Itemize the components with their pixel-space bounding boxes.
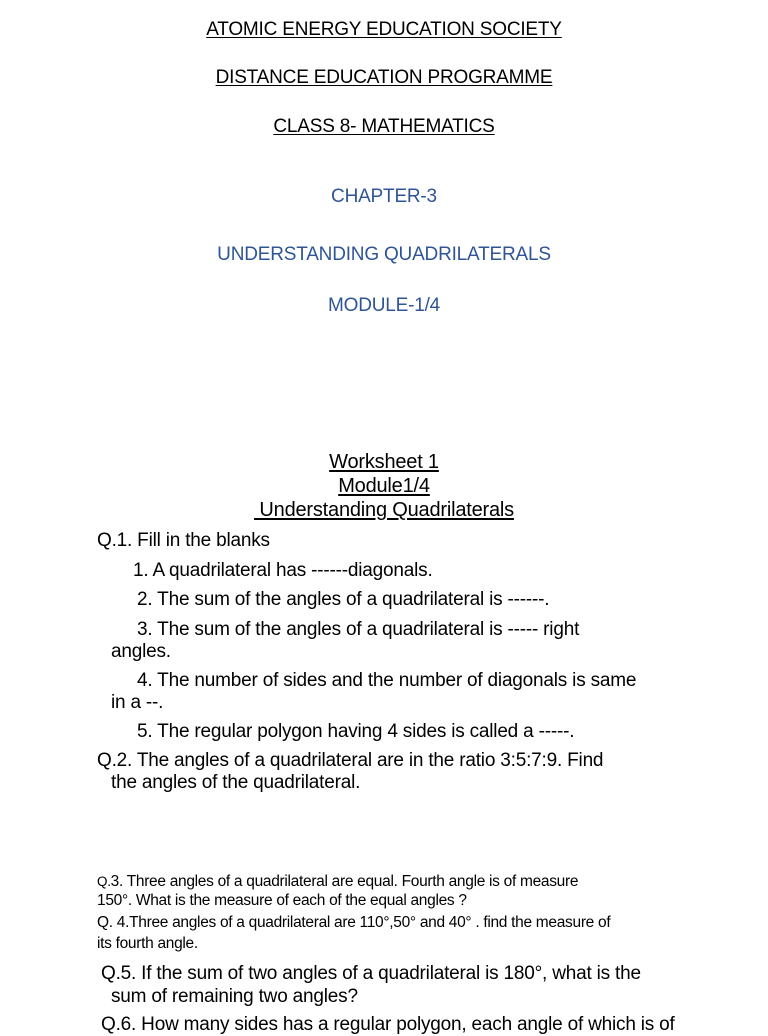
- q3-prefix: Q.: [97, 874, 111, 889]
- q1-item-4: 4. The number of sides and the number of diagonals is same: [137, 670, 637, 691]
- q3-text: 3. Three angles of a quadrilateral are equal. Fourth angle is of measure: [110, 873, 579, 890]
- q5-line-2: sum of remaining two angles?: [111, 986, 358, 1007]
- society-heading: ATOMIC ENERGY EDUCATION SOCIETY: [206, 19, 562, 40]
- q4-line-2: its fourth angle.: [97, 935, 198, 952]
- q5-line-1: Q.5. If the sum of two angles of a quadrilateral is 180°, what is the: [101, 963, 641, 984]
- q4-line-1: Q. 4.Three angles of a quadrilateral are 110°,50° and 40° . find the measure of: [97, 914, 611, 931]
- q1-item-3-cont: angles.: [111, 641, 171, 662]
- q1-item-4-cont: in a --.: [111, 692, 164, 713]
- worksheet-title: Worksheet 1: [329, 451, 439, 473]
- chapter-title: UNDERSTANDING QUADRILATERALS: [217, 244, 551, 265]
- q1-item-2: 2. The sum of the angles of a quadrilateral is ------.: [137, 589, 550, 610]
- worksheet-topic: Understanding Quadrilaterals: [254, 499, 514, 521]
- q2-line-1: Q.2. The angles of a quadrilateral are in the ratio 3:5:7:9. Find: [97, 750, 604, 771]
- q1-item-3: 3. The sum of the angles of a quadrilateral is ----- right: [137, 619, 580, 640]
- q1-item-5: 5. The regular polygon having 4 sides is called a -----.: [137, 721, 575, 742]
- q1-heading: Q.1. Fill in the blanks: [97, 530, 270, 551]
- q6-line-1: Q.6. How many sides has a regular polygon, each angle of which is of: [101, 1014, 675, 1035]
- q2-line-2: the angles of the quadrilateral.: [111, 772, 361, 793]
- worksheet-module: Module1/4: [338, 475, 430, 497]
- class-subject-heading: CLASS 8- MATHEMATICS: [273, 116, 495, 137]
- q1-item-1: 1. A quadrilateral has ------diagonals.: [133, 560, 433, 581]
- q3-line-1: [97, 873, 578, 891]
- chapter-module: MODULE-1/4: [327, 295, 441, 316]
- chapter-number: CHAPTER-3: [331, 186, 437, 207]
- q3-line-2: 150°. What is the measure of each of the equal angles ?: [97, 892, 467, 909]
- programme-heading: DISTANCE EDUCATION PROGRAMME: [215, 67, 553, 88]
